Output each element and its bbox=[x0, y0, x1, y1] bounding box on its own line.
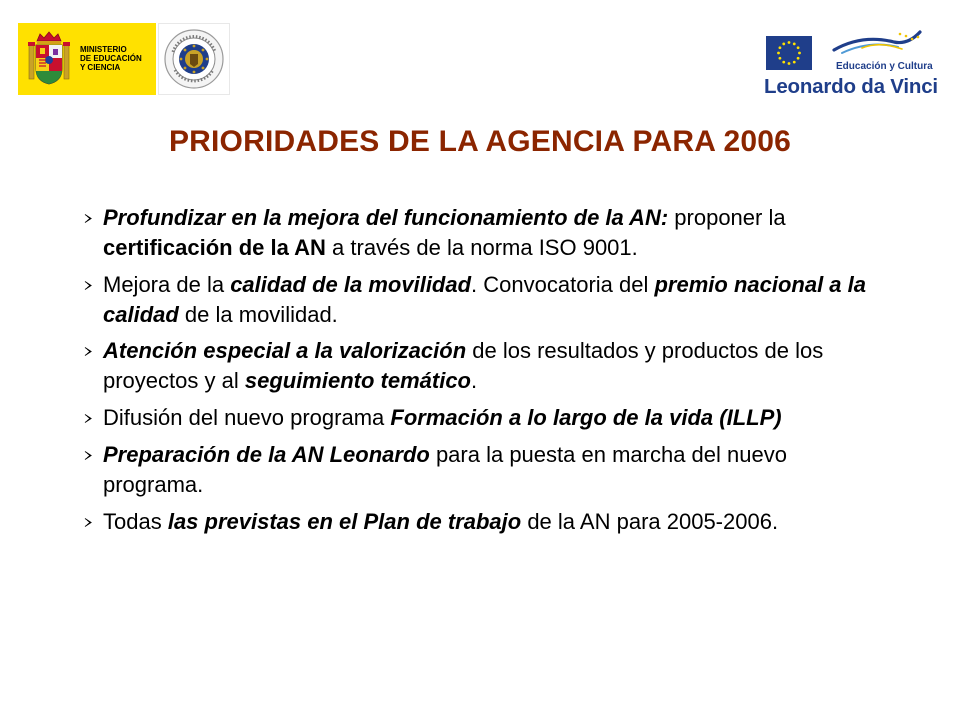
arrow-bullet-icon bbox=[84, 214, 92, 223]
priority-item-5 bbox=[84, 440, 884, 500]
eu-star-icon bbox=[788, 41, 791, 44]
leonardo-da-vinci-label: Leonardo da Vinci bbox=[764, 75, 938, 98]
eu-star-icon bbox=[788, 62, 791, 65]
priorities-list bbox=[84, 203, 884, 544]
priority-1-text-3: certificación de la AN bbox=[103, 235, 326, 260]
eu-star-icon bbox=[797, 46, 800, 49]
priority-3-text-2: de los resultados y productos de los proyectos y al bbox=[103, 338, 824, 393]
priority-1-text-2: proponer la bbox=[668, 205, 786, 230]
arrow-bullet-icon bbox=[84, 451, 92, 460]
priority-6-text-1: Todas bbox=[103, 509, 168, 534]
priority-6-text-2: las previstas en el Plan de trabajo bbox=[167, 509, 522, 534]
ministry-line-1: MINISTERIO bbox=[80, 45, 127, 54]
priority-2-text-3: . Convocatoria del bbox=[471, 272, 655, 297]
eu-star-icon bbox=[779, 46, 782, 49]
priority-2-text-2: calidad de la movilidad bbox=[230, 272, 472, 297]
agency-seal-box bbox=[158, 23, 230, 95]
priority-item-2 bbox=[84, 270, 884, 330]
education-culture-label: Educación y Cultura bbox=[836, 61, 933, 72]
priority-3-text-3: seguimiento temático bbox=[244, 368, 471, 393]
priority-4-text-1: Difusión del nuevo programa bbox=[103, 405, 391, 430]
priority-1-text-1: Profundizar en la mejora del funcionamiento de la AN: bbox=[103, 205, 669, 230]
priority-3-text-4: . bbox=[471, 368, 478, 393]
priority-1-text-4: a través de la norma ISO 9001. bbox=[325, 235, 638, 260]
ministry-name bbox=[80, 45, 142, 72]
priority-item-4 bbox=[84, 403, 884, 433]
coat-of-arms-icon bbox=[28, 29, 70, 87]
priority-5-text-1: Preparación de la AN Leonardo bbox=[103, 442, 430, 467]
priority-item-3 bbox=[84, 336, 884, 396]
eu-star-icon bbox=[793, 43, 796, 46]
priority-2-text-4: premio nacional a la calidad bbox=[103, 272, 866, 327]
priority-2-text-5: de la movilidad. bbox=[178, 302, 338, 327]
agency-seal-icon bbox=[163, 28, 225, 90]
priority-item-6 bbox=[84, 507, 884, 537]
eu-star-icon bbox=[782, 61, 785, 64]
priority-4-text-2: Formación a lo largo de la vida (ILLP) bbox=[390, 405, 782, 430]
eu-star-icon bbox=[797, 57, 800, 60]
arrow-bullet-icon bbox=[84, 414, 92, 423]
eu-star-icon bbox=[779, 57, 782, 60]
eu-star-icon bbox=[777, 52, 780, 55]
eu-star-icon bbox=[793, 61, 796, 64]
ministry-line-2: DE EDUCACIÓN bbox=[80, 54, 142, 63]
eu-star-icon bbox=[782, 43, 785, 46]
priority-6-text-3: de la AN para 2005-2006. bbox=[521, 509, 779, 534]
eu-star-icon bbox=[798, 52, 801, 55]
arrow-bullet-icon bbox=[84, 281, 92, 290]
priority-2-text-1: Mejora de la bbox=[103, 272, 231, 297]
page-title: PRIORIDADES DE LA AGENCIA PARA 2006 bbox=[168, 125, 792, 158]
priority-3-text-1: Atención especial a la valorización bbox=[103, 338, 467, 363]
ministry-line-3: Y CIENCIA bbox=[80, 63, 121, 72]
priority-item-1 bbox=[84, 203, 884, 263]
arrow-bullet-icon bbox=[84, 347, 92, 356]
priority-5-text-2: para la puesta en marcha del nuevo programa. bbox=[103, 442, 787, 497]
eu-flag-icon bbox=[766, 36, 812, 70]
education-culture-swoosh-icon bbox=[832, 28, 922, 56]
arrow-bullet-icon bbox=[84, 518, 92, 527]
ministry-logo bbox=[18, 23, 156, 95]
